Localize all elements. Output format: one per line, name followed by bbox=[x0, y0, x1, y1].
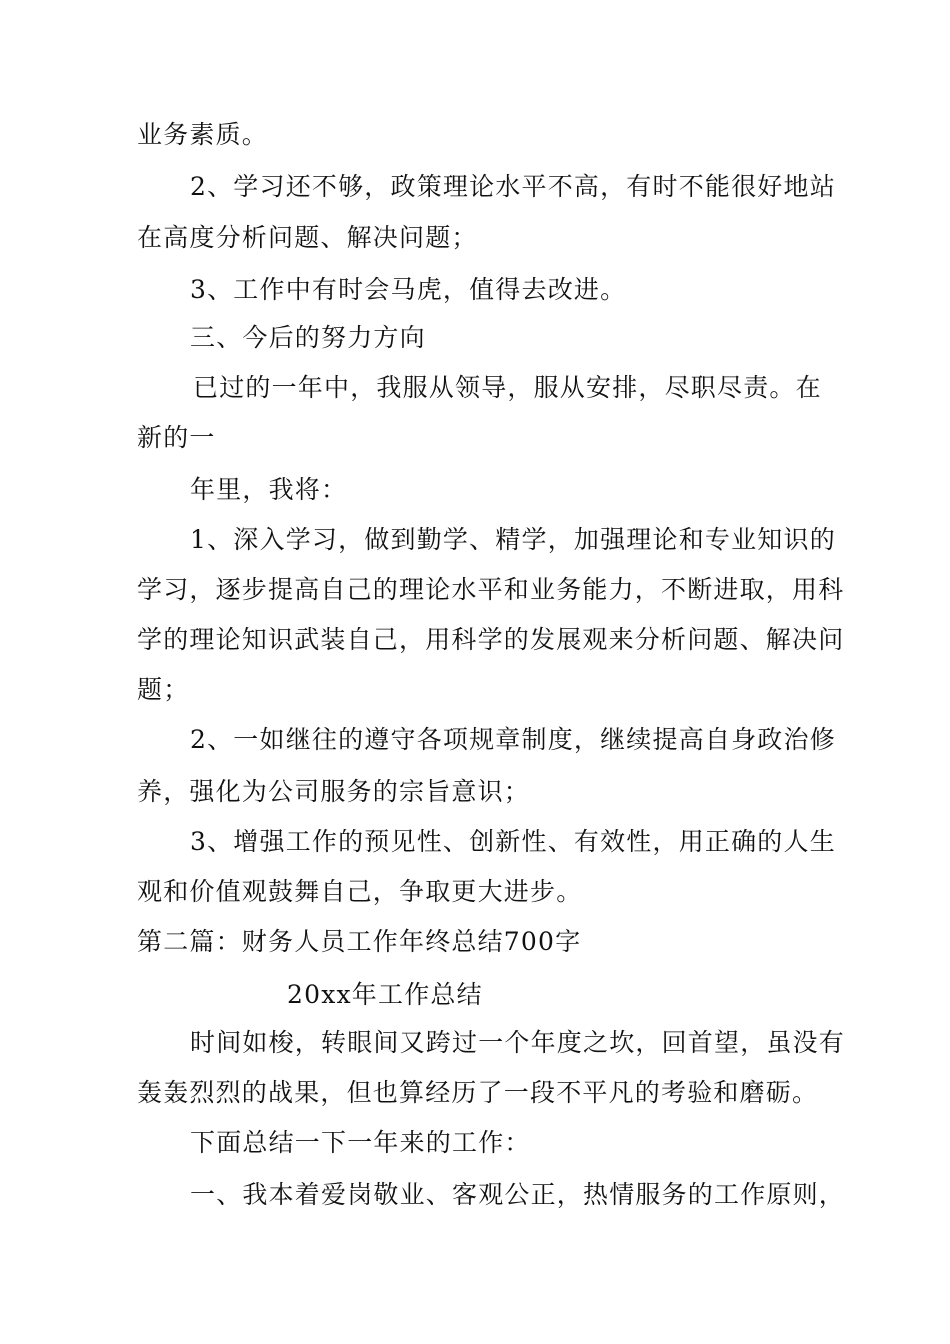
text-line: 年里，我将： bbox=[190, 475, 348, 504]
text-line: 下面总结一下一年来的工作： bbox=[190, 1128, 531, 1157]
text-line: 3、工作中有时会马虎，值得去改进。 bbox=[190, 275, 627, 304]
text-line: 业务素质。 bbox=[137, 120, 269, 149]
text-line: 观和价值观鼓舞自己，争取更大进步。 bbox=[137, 877, 583, 906]
text-line: 2、一如继往的遵守各项规章制度，继续提高自身政治修 bbox=[190, 725, 836, 754]
text-line: 已过的一年中，我服从领导，服从安排，尽职尽责。在 bbox=[193, 373, 822, 402]
text-line: 学习，逐步提高自己的理论水平和业务能力，不断进取，用科 bbox=[137, 575, 845, 604]
text-line: 一、我本着爱岗敬业、客观公正，热情服务的工作原则， bbox=[190, 1180, 846, 1209]
text-line: 养，强化为公司服务的宗旨意识； bbox=[137, 777, 531, 806]
text-line: 时间如梭，转眼间又跨过一个年度之坎，回首望，虽没有 bbox=[190, 1028, 846, 1057]
document-title: 20xx年工作总结 bbox=[287, 980, 483, 1009]
text-line: 学的理论知识武装自己，用科学的发展观来分析问题、解决问 bbox=[137, 625, 845, 654]
chapter-heading: 第二篇：财务人员工作年终总结700字 bbox=[137, 927, 582, 956]
text-line: 2、学习还不够，政策理论水平不高，有时不能很好地站 bbox=[190, 172, 836, 201]
section-heading: 三、今后的努力方向 bbox=[190, 323, 426, 352]
text-line: 1、深入学习，做到勤学、精学，加强理论和专业知识的 bbox=[190, 525, 836, 554]
text-line: 轰轰烈烈的战果，但也算经历了一段不平凡的考验和磨砺。 bbox=[137, 1078, 819, 1107]
text-line: 3、增强工作的预见性、创新性、有效性，用正确的人生 bbox=[190, 827, 836, 856]
text-line: 新的一 bbox=[137, 423, 216, 452]
text-line: 题； bbox=[137, 675, 190, 704]
text-line: 在高度分析问题、解决问题； bbox=[137, 223, 478, 252]
